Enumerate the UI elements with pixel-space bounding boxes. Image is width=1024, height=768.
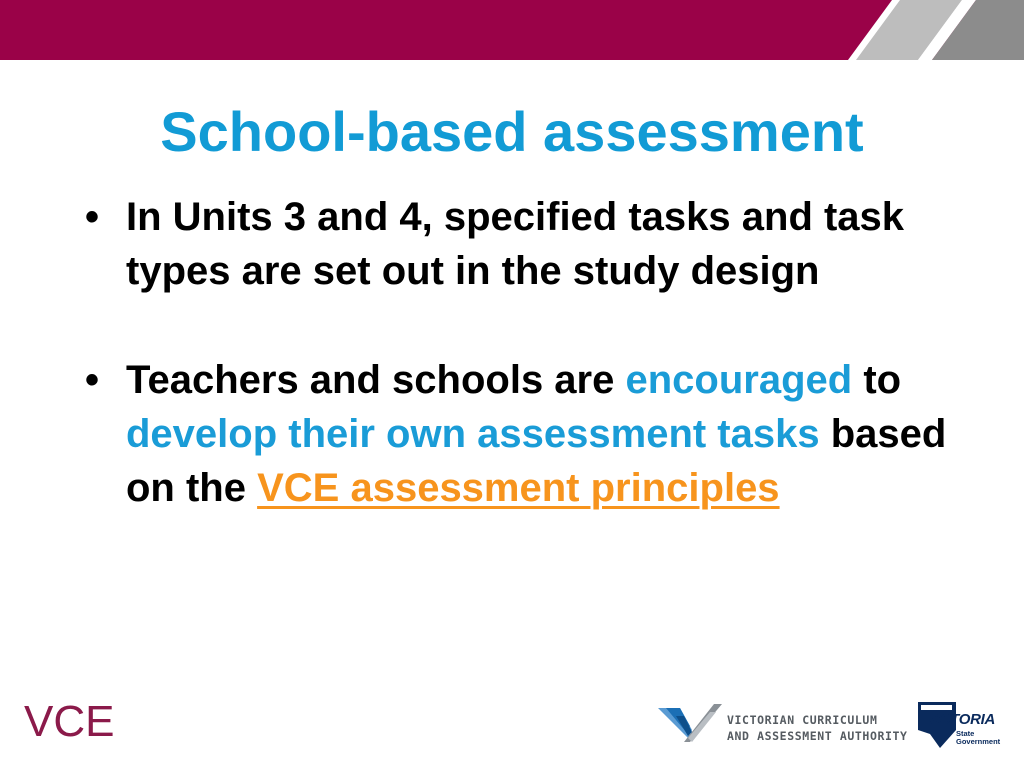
header-band (0, 0, 1024, 60)
vcaa-line1: VICTORIAN CURRICULUM (727, 713, 878, 727)
bullet-teachers (85, 353, 985, 515)
vic-sub-line1: State (956, 729, 975, 738)
vcaa-line2: AND ASSESSMENT AUTHORITY (727, 729, 908, 743)
state-government-text (956, 730, 1000, 746)
slide-title: School-based assessment (160, 100, 864, 163)
bullet-units (85, 190, 985, 298)
bullet-marker: • (85, 195, 100, 239)
victoria-state-government-logo (918, 700, 1008, 752)
highlight-encouraged: encouraged (625, 358, 853, 402)
vcaa-logo (658, 700, 908, 748)
vce-logo: VCE (24, 697, 115, 746)
vcaa-check-icon (658, 702, 724, 746)
victoria-wordmark: VICTORIA (926, 711, 995, 728)
bullet-list (85, 190, 985, 515)
vic-sub-line2: Government (956, 737, 1001, 746)
link-vce-assessment-principles[interactable]: VCE assessment principles (257, 466, 780, 510)
bullet-marker: • (85, 358, 100, 402)
bullet-text-part: based on the (126, 412, 947, 510)
highlight-develop-tasks: develop their own assessment tasks (126, 412, 820, 456)
vcaa-wordmark (727, 712, 908, 744)
bullet-text: In Units 3 and 4, specified tasks and task types are set out in the study design (126, 195, 905, 293)
bullet-text-part: to (852, 358, 902, 402)
bullet-text-part: Teachers and schools are (126, 358, 626, 402)
